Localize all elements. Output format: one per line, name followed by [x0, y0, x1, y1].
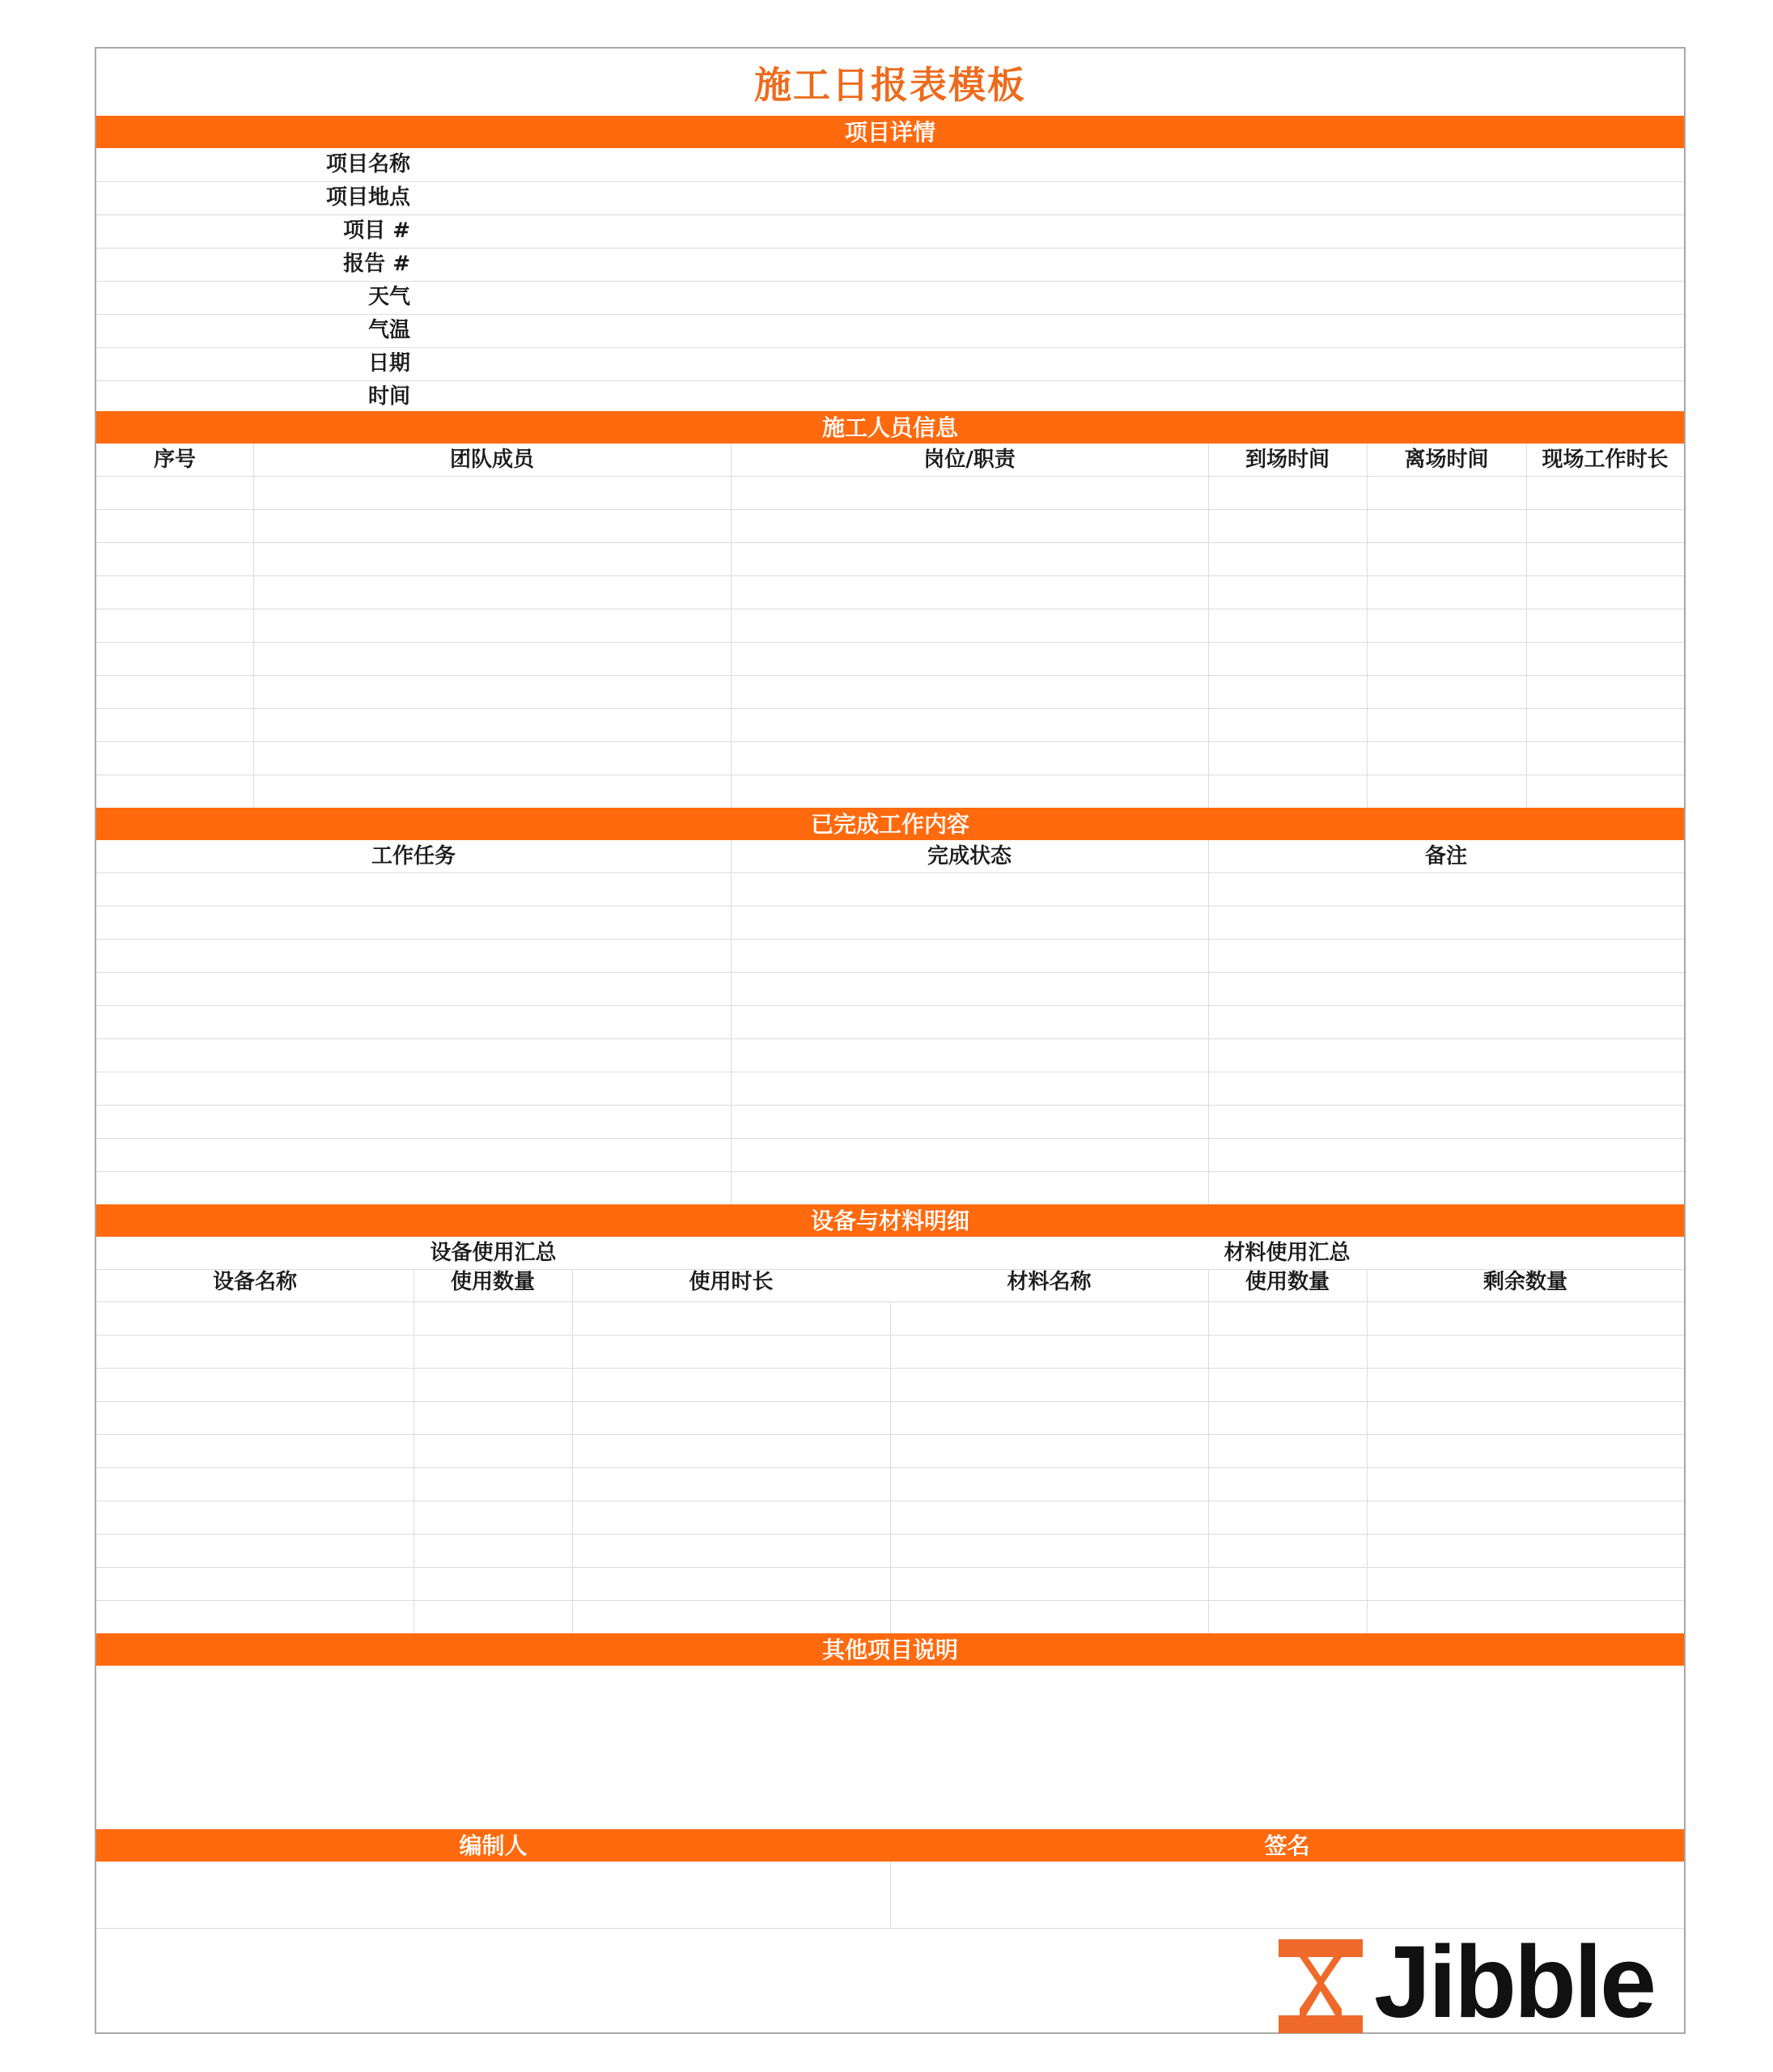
equipment-column-header: 剩余数量	[1482, 1270, 1567, 1294]
project-field-input[interactable]	[414, 181, 1684, 214]
row-divider	[96, 281, 1684, 282]
equipment-column-header: 使用时长	[689, 1270, 774, 1294]
project-field-input[interactable]	[414, 314, 1684, 347]
crew-column-header: 岗位/职责	[923, 448, 1016, 472]
project-field-label: 日期	[367, 351, 410, 376]
table-row[interactable]	[96, 1005, 1684, 1038]
column-divider	[253, 444, 254, 808]
prepared-by-header: 编制人	[96, 1829, 890, 1862]
crew-column-header: 到场时间	[1245, 448, 1330, 472]
table-row[interactable]	[96, 609, 1684, 642]
table-row[interactable]	[96, 675, 1684, 708]
column-divider	[731, 444, 732, 808]
row-divider	[96, 380, 1684, 381]
table-row[interactable]	[96, 542, 1684, 575]
project-field-input[interactable]	[414, 347, 1684, 380]
project-field-label: 项目名称	[325, 152, 410, 176]
table-row[interactable]	[96, 476, 1684, 509]
crew-column-header: 团队成员	[449, 448, 534, 472]
equipment-column-header: 材料名称	[1007, 1270, 1092, 1294]
report-sheet	[95, 47, 1686, 2039]
table-row[interactable]	[96, 972, 1684, 1005]
row-divider	[96, 214, 1684, 215]
column-divider	[1367, 444, 1368, 808]
table-row[interactable]	[96, 873, 1684, 906]
crew-column-header: 离场时间	[1404, 448, 1489, 472]
project-field-input[interactable]	[414, 148, 1684, 181]
project-field-label: 时间	[367, 384, 410, 409]
table-row[interactable]	[96, 509, 1684, 542]
work-column-header: 备注	[1424, 844, 1467, 868]
section-header-project: 项目详情	[96, 116, 1684, 148]
table-row[interactable]	[96, 1072, 1684, 1105]
row-divider	[96, 181, 1684, 182]
column-divider	[1526, 444, 1527, 808]
table-row[interactable]	[96, 1038, 1684, 1072]
section-header-crew: 施工人员信息	[96, 411, 1684, 444]
logo-wordmark: Jibble	[1374, 1925, 1655, 2039]
column-divider	[1208, 1269, 1209, 1633]
project-field-input[interactable]	[414, 214, 1684, 248]
table-row[interactable]	[96, 1138, 1684, 1171]
table-row[interactable]	[96, 775, 1684, 808]
project-field-input[interactable]	[414, 380, 1684, 414]
crew-column-header: 序号	[153, 448, 196, 472]
table-row[interactable]	[96, 741, 1684, 775]
equipment-column-header: 使用数量	[450, 1270, 535, 1294]
section-header-equipment: 设备与材料明细	[96, 1204, 1684, 1237]
table-row[interactable]	[96, 939, 1684, 972]
column-divider	[1367, 1269, 1368, 1633]
table-row[interactable]	[96, 575, 1684, 609]
crew-column-header: 现场工作时长	[1542, 448, 1669, 472]
table-row[interactable]	[96, 1105, 1684, 1138]
signature-field[interactable]	[890, 1862, 1684, 1928]
table-row[interactable]	[96, 642, 1684, 675]
project-field-label: 天气	[367, 285, 410, 309]
equipment-column-header: 设备名称	[212, 1270, 297, 1294]
notes-field[interactable]	[96, 1666, 1684, 1829]
project-field-input[interactable]	[414, 248, 1684, 281]
work-column-header: 工作任务	[371, 844, 456, 868]
material-group-header: 材料使用汇总	[1224, 1241, 1351, 1265]
project-field-input[interactable]	[414, 281, 1684, 314]
project-field-label: 项目 #	[343, 219, 410, 243]
equipment-column-header: 使用数量	[1245, 1270, 1330, 1294]
section-header-work: 已完成工作内容	[96, 808, 1684, 840]
column-divider	[572, 1269, 573, 1633]
section-header-notes: 其他项目说明	[96, 1633, 1684, 1666]
column-divider	[731, 840, 732, 1204]
table-row[interactable]	[96, 708, 1684, 741]
jibble-logo	[1279, 1925, 1688, 2039]
project-field-label: 项目地点	[325, 185, 410, 210]
signature-header: 签名	[890, 1829, 1684, 1862]
divider	[890, 1862, 891, 1928]
column-divider	[1208, 840, 1209, 1204]
column-divider	[890, 1301, 891, 1633]
column-divider	[1208, 444, 1209, 808]
project-field-label: 气温	[367, 318, 410, 342]
row-divider	[96, 314, 1684, 315]
table-row[interactable]	[96, 1171, 1684, 1204]
page-title: 施工日报表模板	[754, 63, 1026, 107]
row-divider	[96, 347, 1684, 348]
equipment-group-header: 设备使用汇总	[430, 1241, 557, 1265]
prepared-by-field[interactable]	[96, 1862, 890, 1928]
work-column-header: 完成状态	[927, 844, 1012, 868]
project-field-label: 报告 #	[343, 252, 410, 276]
table-row[interactable]	[96, 906, 1684, 939]
hourglass-logo-icon	[1279, 1939, 1363, 2033]
